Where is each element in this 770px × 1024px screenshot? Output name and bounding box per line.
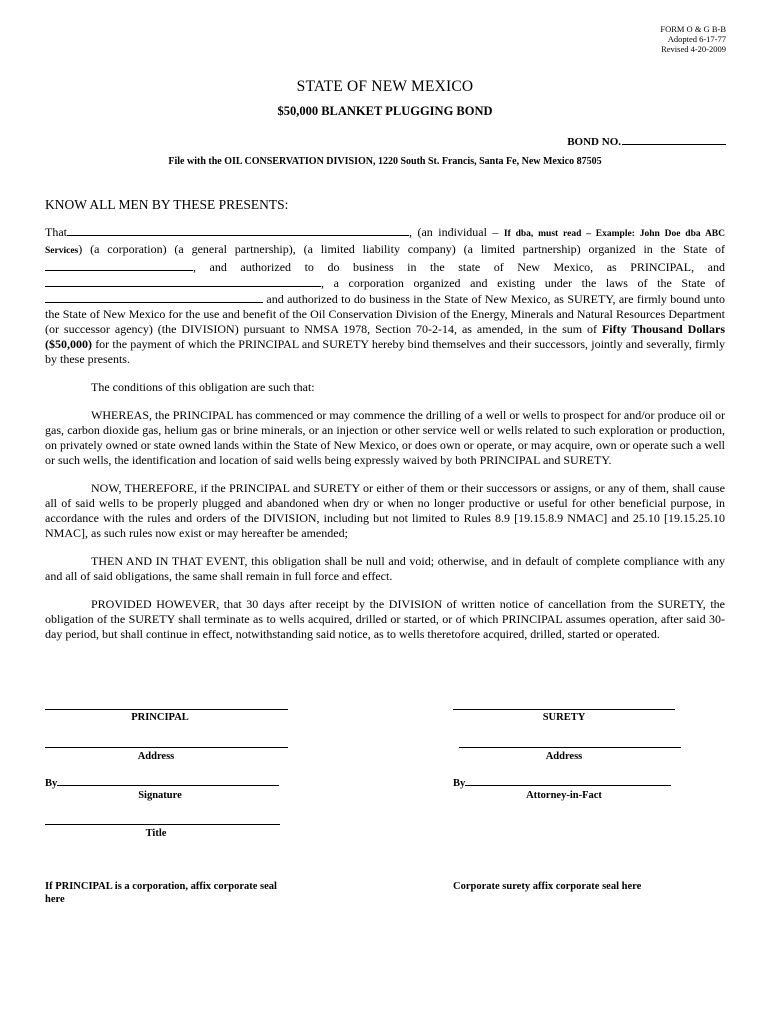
principal-signature-blank[interactable] — [57, 776, 279, 786]
conditions-intro: The conditions of this obligation are such that: — [91, 380, 315, 394]
principal-signature-label: Signature — [138, 790, 182, 801]
principal-name-line[interactable] — [45, 709, 288, 710]
dba-note: If dba, must read – Example: John Doe dba ABC Services — [45, 229, 726, 256]
surety-seal-note: Corporate surety affix corporate seal here — [453, 881, 642, 892]
surety-address-label: Address — [545, 751, 583, 762]
principal-title-label: Title — [145, 828, 167, 839]
bond-amount: Fifty Thousand Dollars ($50,000) — [45, 322, 725, 351]
preamble-heading: KNOW ALL MEN BY THESE PRESENTS: — [45, 197, 289, 212]
principal-by-row — [45, 776, 279, 789]
provided-however-paragraph: PROVIDED HOWEVER, that 30 days after receipt by the DIVISION of written notice of cancellation from the SURETY, the obligation of the SURETY shall terminate as to wells acquired, drilled or started, or of which PRINCIPAL assumes operation, after said 30-day period, but shall continue in effect, notwithstanding said notice, as to wells theretofore acquired, drilled, started or operated. — [45, 597, 725, 641]
principal-seal-note: If PRINCIPAL is a corporation, affix corporate seal here — [45, 881, 277, 905]
parties-paragraph: That , (an individual – If dba, must read – Example: John Doe dba ABC Services) (a corporation) (a general partnership), (a limited liability company) (a limited partnership) organized in the State of , and authorized to do business in the state of New Mexico, as PRINCIPAL, and , a corporation organized and existing under the laws of the State of and authorized to do business in the State of New Mexico, as SURETY, are firmly bound unto the State of New Mexico for the use and benefit of the Oil Conservation Division of the Energy, Minerals and Natural Resources Department (or successor agency) (the DIVISION) pursuant to NMSA 1978, Section 70-2-14, as amended, in the sum of Fifty Thousand Dollars ($50,000) for the payment of which the PRINCIPAL and SURETY hereby bind themselves and their successors, jointly and severally, firmly by these presents. — [45, 225, 726, 366]
principal-state-blank[interactable] — [45, 259, 193, 271]
principal-label: PRINCIPAL — [131, 712, 189, 723]
whereas-paragraph: WHEREAS, the PRINCIPAL has commenced or may commence the drilling of a well or wells to prospect for and/or produce oil or gas, carbon dioxide gas, helium gas or brine minerals, or an injection or other service well or wells related to such exploration or production, on privately owned or state owned lands within the State of New Mexico, or does own or operate, or may acquire, own or operate such a well or such wells, the identification and location of said wells being expressly waived by both PRINCIPAL and SURETY. — [45, 408, 725, 467]
form-revised-date: Revised 4-20-2009 — [661, 44, 726, 54]
bond-number-label: BOND NO. — [567, 136, 621, 148]
surety-name-line[interactable] — [453, 709, 675, 710]
surety-address-line[interactable] — [459, 747, 681, 748]
bond-number-blank[interactable] — [622, 134, 726, 145]
surety-label: SURETY — [542, 712, 586, 723]
then-event-paragraph: THEN AND IN THAT EVENT, this obligation shall be null and void; otherwise, and in default of complete compliance with any and all of said obligations, the same shall remain in full force and effect. — [45, 554, 725, 583]
principal-name-blank[interactable] — [67, 224, 409, 236]
document-title: STATE OF NEW MEXICO — [296, 78, 474, 95]
principal-title-line[interactable] — [45, 824, 280, 825]
attorney-in-fact-label: Attorney-in-Fact — [526, 790, 602, 801]
surety-state-blank[interactable] — [45, 291, 263, 303]
principal-address-line[interactable] — [45, 747, 288, 748]
surety-name-blank[interactable] — [45, 275, 321, 287]
document-subtitle: $50,000 BLANKET PLUGGING BOND — [277, 104, 493, 118]
filing-instructions: File with the OIL CONSERVATION DIVISION, 1220 South St. Francis, Santa Fe, New Mexico 87505 — [168, 156, 602, 167]
principal-by-label: By — [45, 778, 58, 789]
form-number: FORM O & G B-B — [660, 24, 726, 34]
now-therefore-paragraph: NOW, THEREFORE, if the PRINCIPAL and SURETY or either of them or their successors or assigns, or any of them, shall cause all of said wells to be properly plugged and abandoned when dry or when no longer productive or useful for other beneficial purpose, in accordance with the rules and orders of the DIVISION, including but not limited to Rules 8.9 [19.15.8.9 NMAC] and 25.10 [19.15.25.10 NMAC], as such rules now exist or may hereafter be amended; — [45, 481, 725, 540]
principal-address-label: Address — [137, 751, 175, 762]
form-identifier — [660, 24, 726, 54]
surety-signature-blank[interactable] — [465, 776, 671, 786]
bond-body — [45, 224, 725, 655]
surety-by-label: By — [453, 778, 466, 789]
surety-by-row — [453, 776, 671, 789]
bond-number-field — [567, 134, 726, 148]
form-adopted-date: Adopted 6-17-77 — [667, 34, 726, 44]
